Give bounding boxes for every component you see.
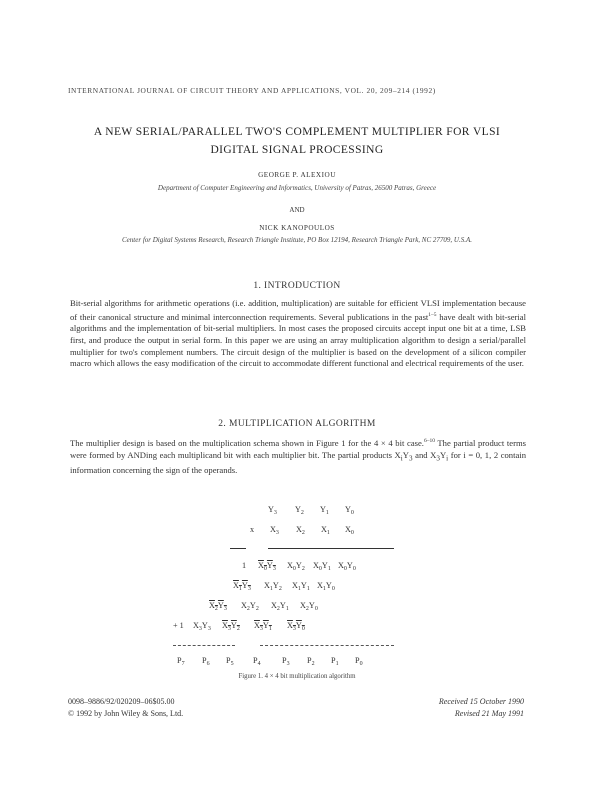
pp3-x2y2: $X_2Y_2$ (241, 601, 259, 612)
pp1-one: 1 (242, 561, 247, 570)
pp4-x3y1: $X_3Y_1$ (254, 621, 272, 632)
multiplicand-bit-y3: $Y_3$ (268, 505, 277, 516)
figure-rule-2b (260, 645, 394, 646)
revised-date: Revised 21 May 1991 (454, 709, 524, 718)
paper-title-line1: A NEW SERIAL/PARALLEL TWO'S COMPLEMENT MULTIPLIER FOR VLSI (93, 126, 501, 138)
pp4-x3y2: $X_3Y_2$ (222, 621, 240, 632)
product-bit-p7: $P_7$ (177, 656, 185, 667)
multiplicand-bit-y2: $Y_2$ (295, 505, 304, 516)
pp3-x2y1: $X_2Y_1$ (271, 601, 289, 612)
product-bit-p1: $P_1$ (331, 656, 339, 667)
multiplier-bit-x2: $X_2$ (296, 525, 305, 536)
pp2-x1y0: $X_1Y_0$ (317, 581, 335, 592)
times-sign: x (250, 525, 255, 534)
multiplicand-bit-y0: $Y_0$ (345, 505, 354, 516)
pp4-x3y3: $X_3Y_3$ (193, 621, 211, 632)
product-bit-p4: $P_4$ (253, 656, 261, 667)
and-separator: AND (289, 206, 305, 214)
author-2: NICK KANOPOULOS (259, 224, 335, 232)
pp1-x0y1: $X_0Y_1$ (313, 561, 331, 572)
pp2-x1y1: $X_1Y_1$ (292, 581, 310, 592)
affiliation-2: Center for Digital Systems Research, Research Triangle Institute, PO Box 12194, Research Triangle Park, NC 27709, U.S.A. (122, 236, 472, 244)
product-bit-p3: $P_3$ (282, 656, 290, 667)
product-bit-p6: $P_6$ (202, 656, 210, 667)
algorithm-paragraph: The multiplier design is based on the multiplication schema shown in Figure 1 for the 4 × 4 bit case.$^{6-10}$ The partial product terms were formed by ANDing each multiplicand bit with each multiplier bit. The partial products $X_iY_3$ and $X_3Y_i$ for i = 0, 1, 2 contain information concerning the sign of the operands. (70, 437, 526, 475)
pp4-x3y0: $X_3Y_0$ (287, 621, 305, 632)
article-code: 0098–9886/92/020209–06$05.00 (68, 697, 175, 706)
multiplier-bit-x3: $X_3$ (270, 525, 279, 536)
section-heading-introduction: 1. INTRODUCTION (253, 281, 341, 291)
section-heading-algorithm: 2. MULTIPLICATION ALGORITHM (218, 419, 376, 429)
affiliation-1: Department of Computer Engineering and Informatics, University of Patras, 26500 Patras, Greece (157, 184, 437, 192)
multiplier-bit-x0: $X_0$ (345, 525, 354, 536)
pp1-x0y3: $X_0Y_3$ (258, 561, 276, 572)
product-bit-p2: $P_2$ (307, 656, 315, 667)
pp4-plus-one: + 1 (173, 621, 184, 630)
figure-caption: Figure 1. 4 × 4 bit multiplication algorithm (238, 673, 356, 680)
copyright: © 1992 by John Wiley & Sons, Ltd. (68, 709, 184, 718)
figure-rule-short (230, 548, 246, 549)
pp2-x1y2: $X_1Y_2$ (264, 581, 282, 592)
pp3-x2y3: $X_2Y_3$ (209, 601, 227, 612)
multiplicand-bit-y1: $Y_1$ (320, 505, 329, 516)
pp2-x1y3: $X_1Y_3$ (233, 581, 251, 592)
product-bit-p0: $P_0$ (355, 656, 363, 667)
product-bit-p5: $P_5$ (226, 656, 234, 667)
paper-title-line2: DIGITAL SIGNAL PROCESSING (210, 144, 384, 156)
introduction-paragraph: Bit-serial algorithms for arithmetic operations (i.e. addition, multiplication) are suitable for efficient VLSI implementation because of their canonical structure and minimal interconnection requirements. Several publications in the past$^{1-5}$ have dealt with bit-serial algorithms and the implementation of bit-serial multipliers. In most cases the proposed circuits accept input one bit at a time, LSB first, and produce the output in serial form. In this paper we are using an array multiplication algorithm to design a serial/parallel multiplier for two's complement numbers. The circuit design of the multiplier is based on the development of a silicon compiler macro which allows the easy modification of the circuit to accommodate different functional and electrical requirements of the user. (70, 298, 526, 369)
author-1: GEORGE P. ALEXIOU (258, 171, 336, 179)
multiplier-bit-x1: $X_1$ (321, 525, 330, 536)
received-date: Received 15 October 1990 (438, 697, 524, 706)
pp1-x0y0: $X_0Y_0$ (338, 561, 356, 572)
pp1-x0y2: $X_0Y_2$ (287, 561, 305, 572)
figure-rule-1 (268, 548, 394, 549)
journal-header: INTERNATIONAL JOURNAL OF CIRCUIT THEORY AND APPLICATIONS, VOL. 20, 209–214 (1992) (68, 86, 436, 95)
pp3-x2y0: $X_2Y_0$ (300, 601, 318, 612)
figure-rule-2a (173, 645, 235, 646)
